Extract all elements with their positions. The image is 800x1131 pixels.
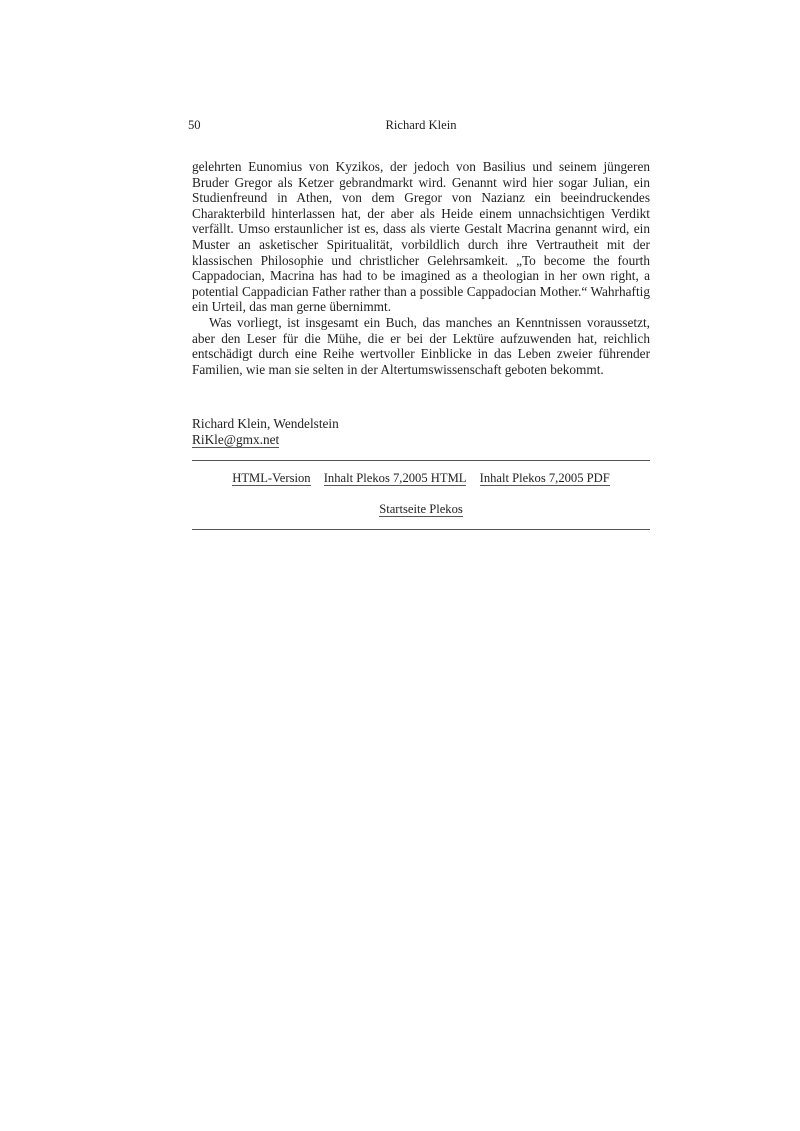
nav-home [192,502,650,517]
running-head-author: Richard Klein [385,118,457,132]
html-version-link[interactable]: HTML-Version [232,471,311,485]
divider-bottom [192,529,650,530]
divider-top [192,460,650,461]
signature-block [192,416,339,447]
contents-html-link[interactable]: Inhalt Plekos 7,2005 HTML [323,471,467,485]
page-number: 50 [188,118,201,132]
paragraph: Was vorliegt, ist insgesamt ein Buch, das manches an Kenntnissen voraussetzt, aber den Leser für die Mühe, die er bei der Lektüre aufzuwenden hat, reichlich entschädigt durch eine Reihe wertvoller Einblicke in das Leben zweier führender Familien, wie man sie selten in der Altertumswissenschaft geboten bekommt. [192,314,650,377]
review-body [192,159,650,377]
email-link[interactable]: RiKle@gmx.net [192,431,280,447]
paragraph: gelehrten Eunomius von Kyzikos, der jedoch von Basilius und seinem jüngeren Bruder Gregor als Ketzer gebrandmarkt wird. Genannt wird hier sogar Julian, ein Studienfreund in Athen, von dem Gregor von Nazianz ein beeindruckendes Charakterbild hinterlassen hat, der aber als Heide einem unnachsichtigen Verdikt verfällt. Umso erstaunlicher ist es, dass als vierte Gestalt Macrina genannt wird, ein Muster an asketischer Spiritualität, vorbildlich durch ihre Vertrautheit mit der klassischen Philosophie und christlicher Gelehrsamkeit. „To become the fourth Cappadocian, Macrina has had to be imagined as a theologian in her own right, a potential Cappadician Father rather than a possible Cappadocian Mother.“ Wahrhaftig ein Urteil, das man gerne übernimmt. [192,159,650,315]
running-header [188,118,650,136]
contents-pdf-link[interactable]: Inhalt Plekos 7,2005 PDF [479,471,610,485]
home-link[interactable]: Startseite Plekos [379,502,463,516]
nav-links [192,471,650,486]
author-name-place: Richard Klein, Wendelstein [192,416,339,431]
